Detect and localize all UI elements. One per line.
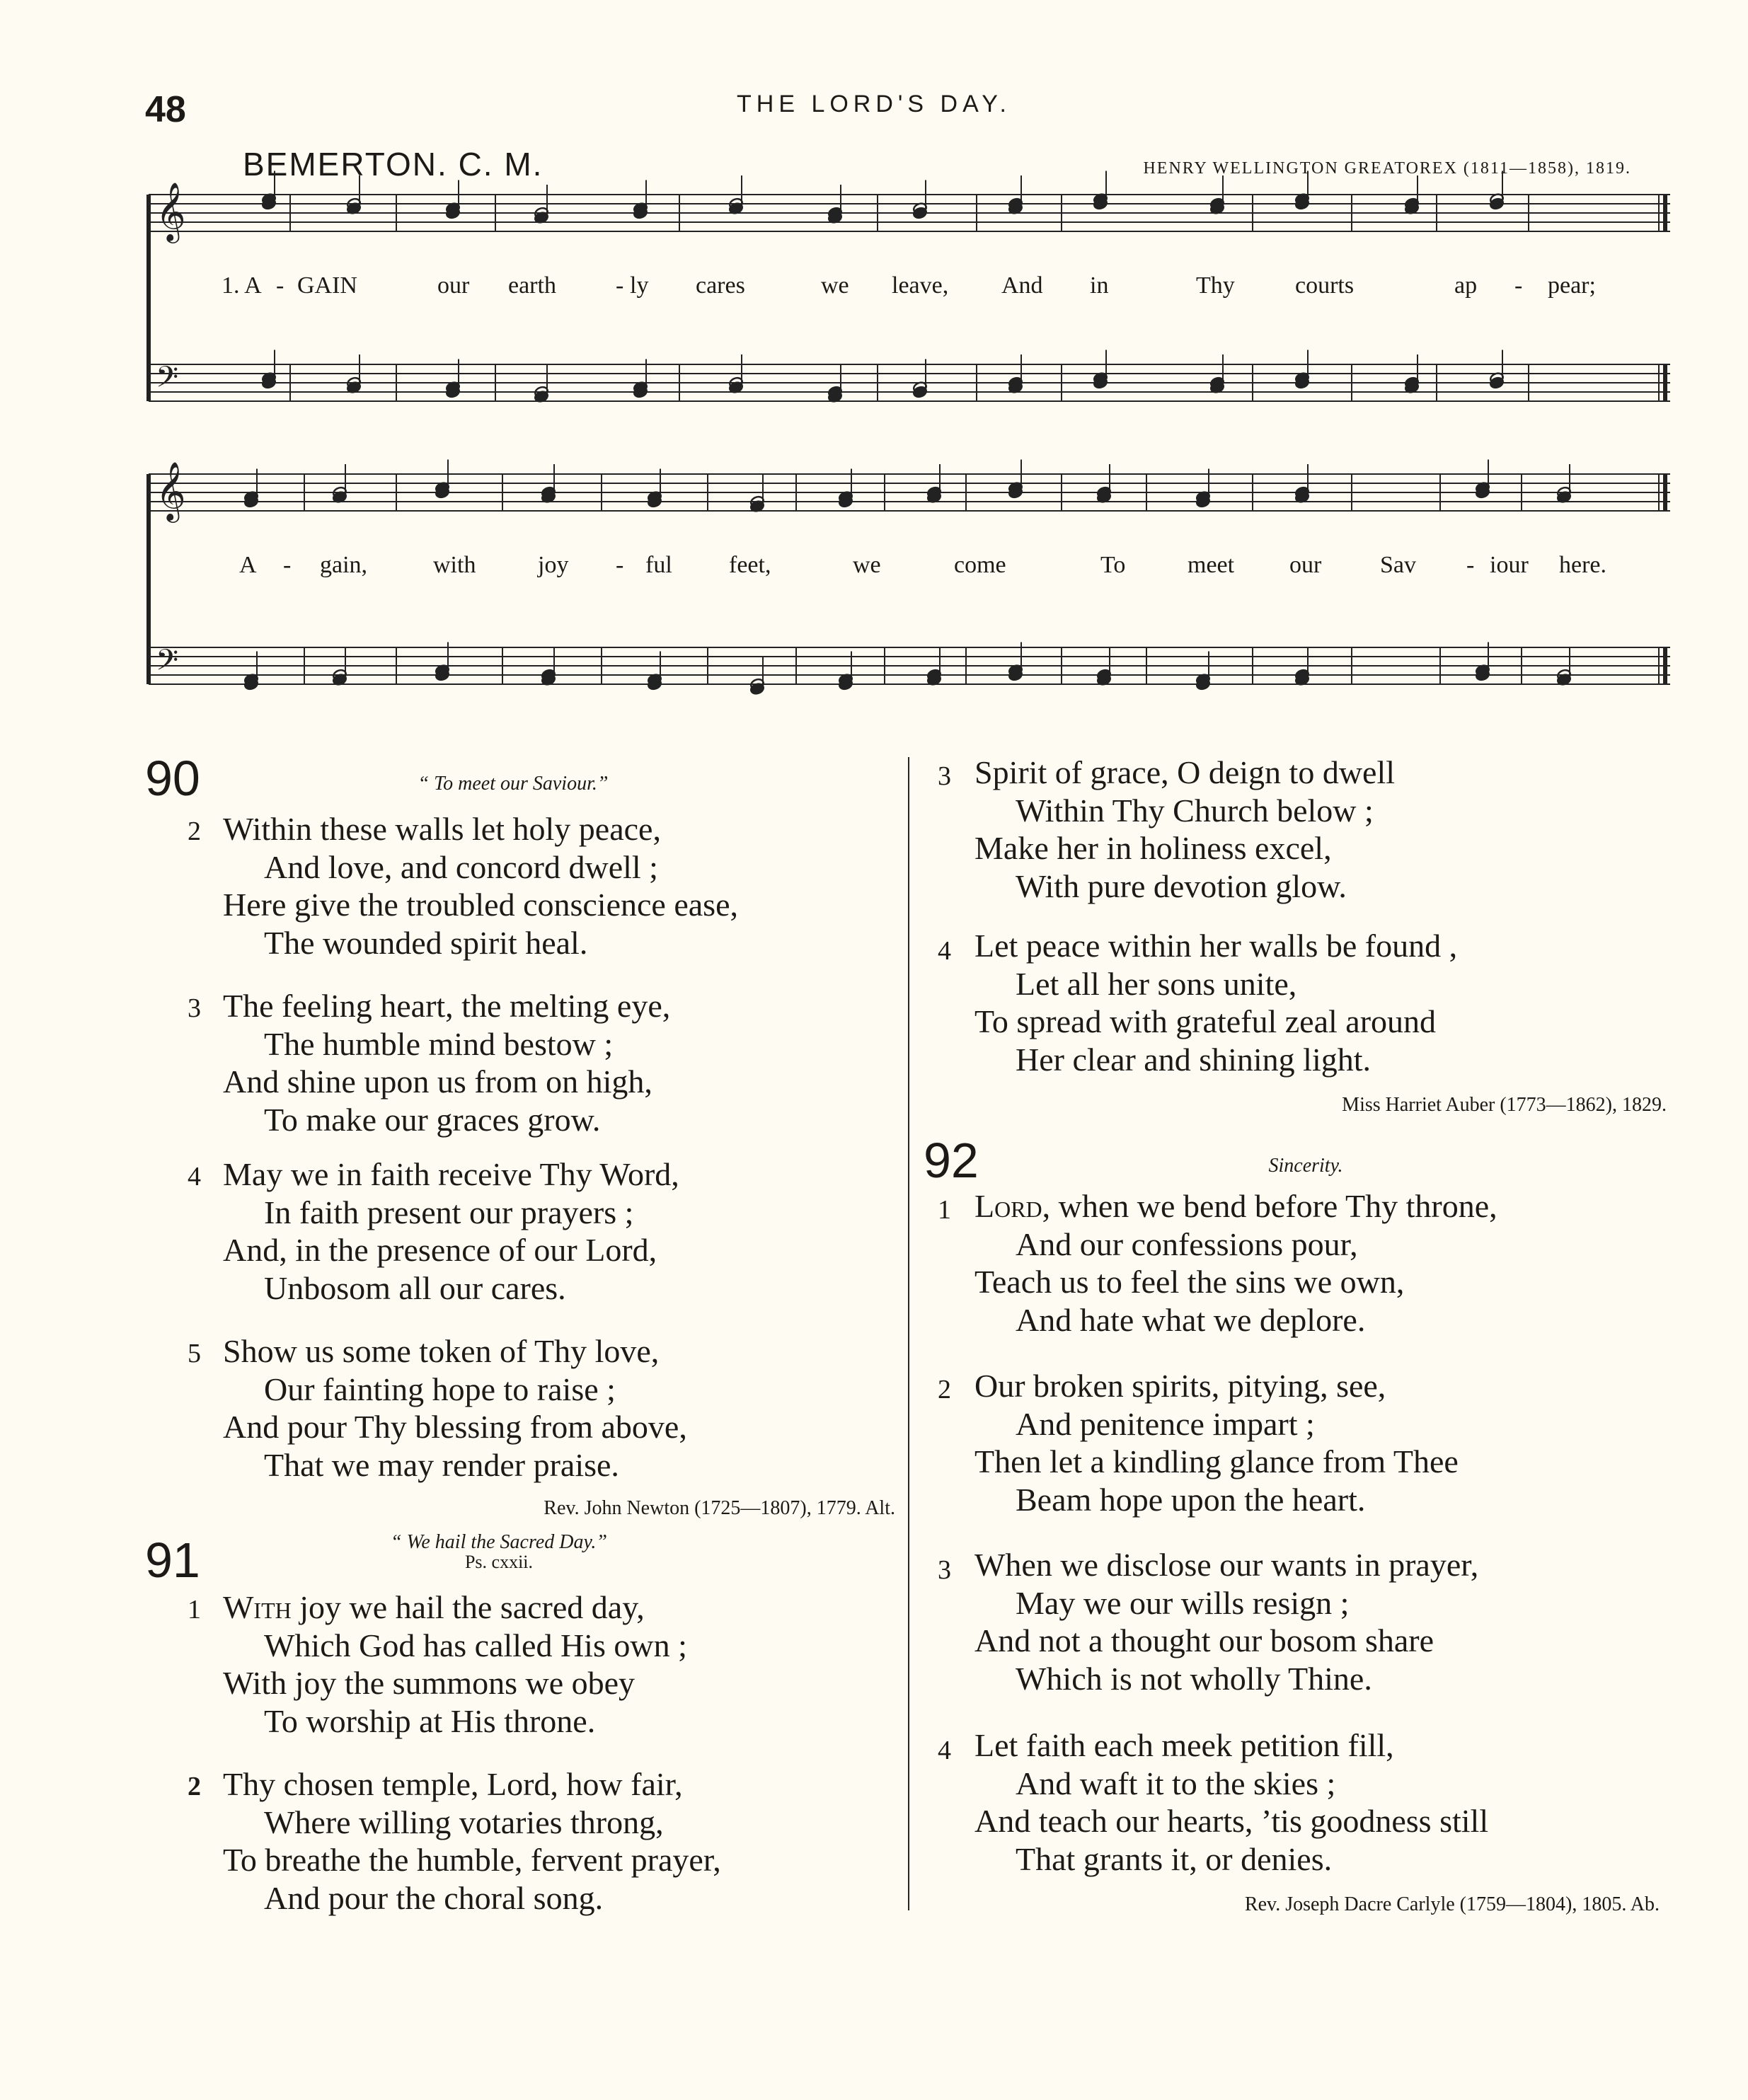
verse-number: 3 <box>188 993 201 1023</box>
verse-line: And pour the choral song. <box>264 1879 604 1916</box>
verse-line: And teach our hearts, ’tis goodness still <box>974 1803 1489 1839</box>
verse-line: Unbosom all our cares. <box>264 1269 566 1306</box>
lyric-syllable: - <box>1466 552 1475 578</box>
verse-line: Where willing votaries throng, <box>264 1804 664 1840</box>
verse-number: 2 <box>938 1375 951 1404</box>
verse-number: 4 <box>188 1162 201 1192</box>
stanza-90-4 <box>145 1155 895 1307</box>
lyric-syllable: ly <box>630 272 649 299</box>
verse-first-word: With <box>223 1589 292 1625</box>
verse-line: The wounded spirit heal. <box>264 924 588 961</box>
verse-line: Spirit of grace, O deign to dwell <box>974 754 1396 790</box>
verse-line: Within Thy Church below ; <box>1016 792 1374 829</box>
bass-clef-icon: 𝄢 <box>156 643 179 684</box>
lyric-syllable: we <box>821 272 849 299</box>
treble-clef-icon: 𝄞 <box>156 461 186 520</box>
verse-line: Show us some token of Thy love, <box>223 1333 660 1369</box>
lyric-syllable: leave, <box>892 272 949 299</box>
lyric-syllable: - <box>616 552 624 578</box>
lyric-syllable: And <box>1001 272 1043 299</box>
hymn-title-92: Sincerity. <box>1268 1155 1343 1177</box>
verse-line: Our fainting hope to raise ; <box>264 1371 616 1407</box>
verse-line: And pour Thy blessing from above, <box>223 1409 687 1445</box>
verse-line: That we may render praise. <box>264 1446 619 1483</box>
stanza-90-5 <box>145 1332 895 1484</box>
hymn-subtitle-91: Ps. cxxii. <box>464 1552 534 1572</box>
stanza-92-3 <box>924 1546 1667 1697</box>
page-number: 48 <box>145 89 186 130</box>
verse-line: Make her in holiness excel, <box>974 830 1332 866</box>
lyric-syllable: cares <box>696 272 745 299</box>
verse-line: And hate what we deplore. <box>1016 1301 1366 1338</box>
verse-line: Which is not wholly Thine. <box>1016 1660 1372 1697</box>
verse-line: May we our wills resign ; <box>1016 1584 1350 1621</box>
lyric-syllable: feet, <box>729 552 771 578</box>
lyric-syllable: ful <box>645 552 672 578</box>
stanza-90-3 <box>145 987 895 1138</box>
final-barline <box>1663 647 1667 684</box>
verse-line: To worship at His throne. <box>264 1702 596 1739</box>
verse-line: joy we hail the sacred day, <box>291 1589 645 1625</box>
verse-number: 3 <box>938 1555 951 1585</box>
verse-line: To spread with grateful zeal around <box>974 1003 1437 1039</box>
final-barline <box>1663 364 1667 401</box>
verse-line: Here give the troubled conscience ease, <box>223 887 738 923</box>
verse-number: 3 <box>938 761 951 791</box>
attribution-90: Rev. John Newton (1725—1807), 1779. Alt. <box>544 1497 895 1519</box>
running-head: THE LORD'S DAY. <box>737 91 1011 117</box>
tune-composer: HENRY WELLINGTON GREATOREX (1811—1858), 1819. <box>1143 159 1631 178</box>
verse-line: Her clear and shining light. <box>1016 1041 1372 1078</box>
hymn-number-92: 92 <box>924 1133 979 1188</box>
lyric-syllable: - <box>283 552 292 578</box>
music-system-2 <box>0 453 1748 722</box>
verse-line: And penitence impart ; <box>1016 1405 1315 1442</box>
stanza-92-2 <box>924 1367 1667 1518</box>
stanza-91-1 <box>145 1588 895 1740</box>
lyric-syllable: ap <box>1454 272 1478 299</box>
stanza-90-2 <box>145 810 895 962</box>
lyric-syllable: meet <box>1188 552 1235 578</box>
lyric-syllable: earth <box>508 272 556 299</box>
verse-line: Let all her sons unite, <box>1016 965 1297 1002</box>
bass-clef-icon: 𝄢 <box>156 360 179 401</box>
lyric-syllable: courts <box>1295 272 1355 299</box>
lyric-syllable: come <box>954 552 1006 578</box>
verse-line: The feeling heart, the melting eye, <box>223 988 671 1024</box>
lyric-syllable: pear; <box>1548 272 1596 299</box>
lyric-syllable: gain, <box>320 552 368 578</box>
lyric-syllable: in <box>1090 272 1109 299</box>
hymn-number-91: 91 <box>145 1533 200 1588</box>
stanza-90-4b <box>924 927 1667 1078</box>
verse-line: Then let a kindling glance from Thee <box>974 1443 1459 1479</box>
verse-line: That grants it, or denies. <box>1016 1840 1333 1877</box>
verse-line: And love, and concord dwell ; <box>264 848 658 885</box>
final-barline <box>1663 474 1667 511</box>
tune-name: BEMERTON. C. M. <box>243 146 544 183</box>
stanza-92-4 <box>924 1726 1667 1878</box>
final-barline <box>1663 195 1667 231</box>
verse-line: when we bend before Thy throne, <box>1050 1188 1497 1224</box>
verse-line: Let faith each meek petition fill, <box>974 1727 1394 1763</box>
verse-line: When we disclose our wants in prayer, <box>974 1547 1479 1583</box>
verse-first-word: Lord, <box>974 1188 1051 1224</box>
verse-line: Within these walls let holy peace, <box>223 811 661 847</box>
verse-number: 2 <box>188 817 201 846</box>
verse-line: To make our graces grow. <box>264 1101 601 1138</box>
verse-line: With pure devotion glow. <box>1016 867 1347 904</box>
lyric-syllable: Sav <box>1380 552 1416 578</box>
hymn-title-90: “ To meet our Saviour.” <box>418 773 609 795</box>
column-divider <box>908 757 909 1910</box>
lyric-syllable: Thy <box>1196 272 1235 299</box>
stanza-91-2 <box>145 1765 895 1917</box>
stanza-90-3b <box>924 754 1667 905</box>
left-column <box>145 751 895 1921</box>
lyric-syllable: A <box>239 552 257 578</box>
verse-line: In faith present our prayers ; <box>264 1194 634 1230</box>
stanza-92-1 <box>924 1187 1667 1339</box>
lyric-syllable: iour <box>1490 552 1529 578</box>
verse-line: Thy chosen temple, Lord, how fair, <box>223 1766 683 1802</box>
lyric-syllable: - <box>1514 272 1523 299</box>
right-column <box>924 754 1667 1921</box>
hymn-number-90: 90 <box>145 751 200 806</box>
verse-line: The humble mind bestow ; <box>264 1025 614 1062</box>
lyric-syllable: GAIN <box>297 272 357 299</box>
verse-line: May we in faith receive Thy Word, <box>223 1156 679 1192</box>
lyric-syllable: here. <box>1559 552 1607 578</box>
lyric-syllable: - <box>276 272 284 299</box>
attribution-90b: Miss Harriet Auber (1773—1862), 1829. <box>1342 1094 1667 1116</box>
lyrics-line-2 <box>0 552 1748 587</box>
lyrics-line-1 <box>0 272 1748 308</box>
verse-line: Beam hope upon the heart. <box>1016 1481 1366 1518</box>
verse-line: With joy the summons we obey <box>223 1665 636 1701</box>
lyric-syllable: with <box>433 552 476 578</box>
attribution-92: Rev. Joseph Dacre Carlyle (1759—1804), 1805. Ab. <box>1244 1893 1660 1915</box>
lyric-syllable: our <box>437 272 470 299</box>
verse-line: And not a thought our bosom share <box>974 1622 1434 1658</box>
verse-number: 4 <box>938 1736 951 1765</box>
verse-line: And our confessions pour, <box>1016 1225 1358 1262</box>
verse-number: 1 <box>188 1595 201 1625</box>
lyric-syllable: To <box>1100 552 1126 578</box>
verse-line: And, in the presence of our Lord, <box>223 1232 657 1268</box>
verse-line: Our broken spirits, pitying, see, <box>974 1368 1386 1404</box>
verse-number: 2 <box>188 1772 201 1801</box>
verse-line: And shine upon us from on high, <box>223 1063 652 1100</box>
verse-line: Which God has called His own ; <box>264 1627 687 1663</box>
verse-line: To breathe the humble, fervent prayer, <box>223 1842 721 1878</box>
lyric-syllable: - <box>616 272 624 299</box>
hymn-title-91: “ We hail the Sacred Day.” <box>391 1531 607 1553</box>
verse-line: And waft it to the skies ; <box>1016 1765 1336 1801</box>
lyric-syllable: we <box>853 552 881 578</box>
verse-number: 5 <box>188 1339 201 1368</box>
lyric-syllable: 1. A <box>222 272 262 299</box>
verse-number: 1 <box>938 1195 951 1225</box>
verse-line: Teach us to feel the sins we own, <box>974 1264 1405 1300</box>
lyric-syllable: joy <box>538 552 569 578</box>
lyric-syllable: our <box>1289 552 1322 578</box>
verse-line: Let peace within her walls be found , <box>974 928 1458 964</box>
treble-clef-icon: 𝄞 <box>156 181 186 241</box>
verse-number: 4 <box>938 936 951 966</box>
